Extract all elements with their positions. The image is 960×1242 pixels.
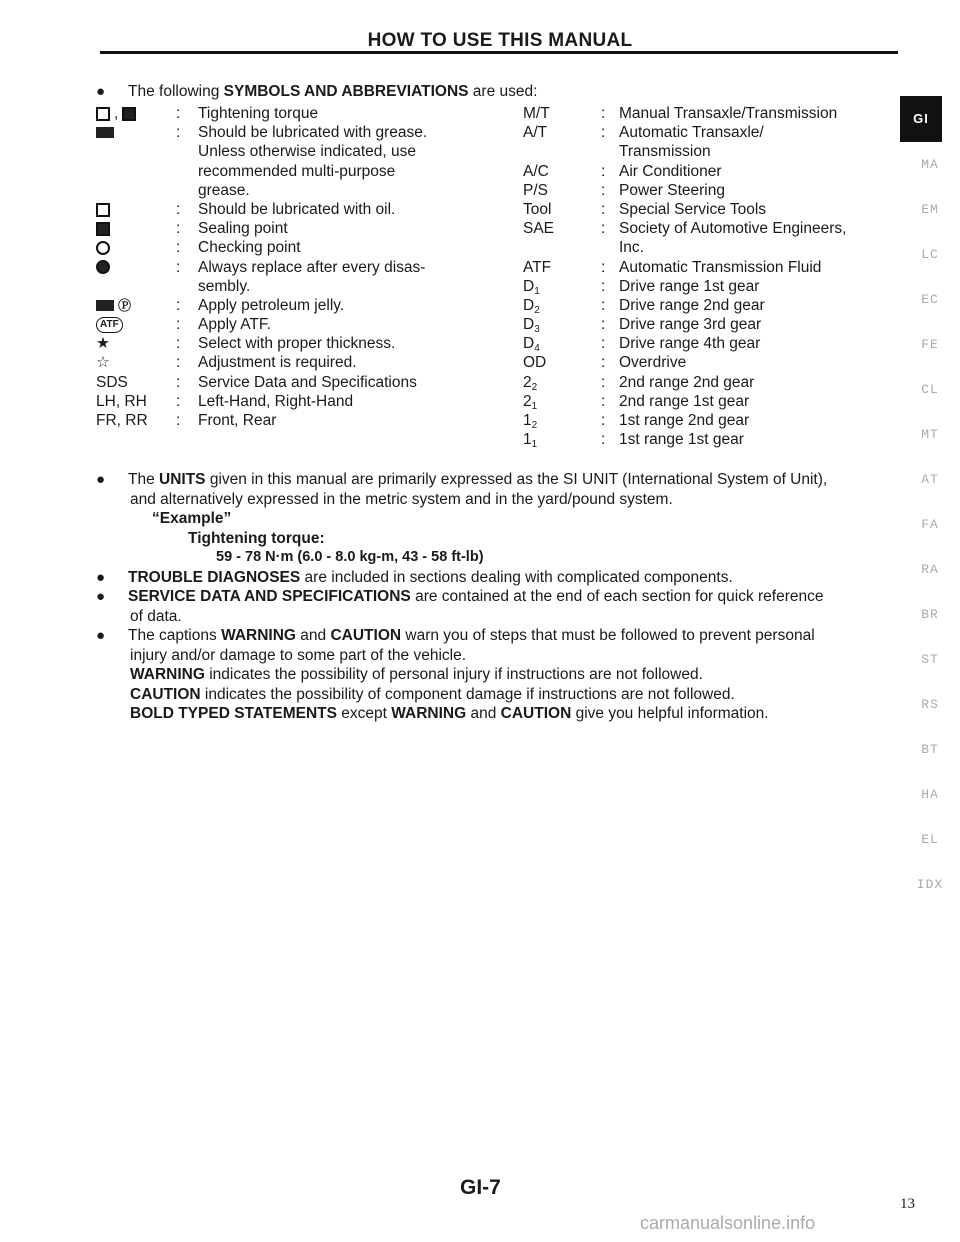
abbreviation-text: A/T (523, 124, 548, 142)
symbol-description: Sealing point (198, 220, 288, 238)
star-outline-icon: ☆ (96, 354, 110, 372)
symbol-cell (96, 104, 176, 123)
symbol-row (96, 219, 506, 238)
section-tab-ma[interactable]: MA (921, 157, 939, 172)
atf-icon: ATF (96, 317, 123, 333)
colon: : (601, 220, 606, 238)
section-tab-cl[interactable]: CL (921, 382, 939, 397)
section-tab-mt[interactable]: MT (921, 427, 939, 442)
symbol-description: Should be lubricated with grease. (198, 124, 428, 142)
abbreviation-text: M/T (523, 105, 550, 122)
abbreviation-subscript: 3 (534, 324, 540, 336)
symbol-row (96, 392, 506, 411)
warning-paragraph: ● The captions WARNING and CAUTION warn you of steps that must be followed to prevent personal (96, 627, 815, 644)
abbreviation (523, 142, 601, 161)
intro-line: ● The following SYMBOLS AND ABBREVIATIONS are used: (96, 83, 538, 100)
symbol-cell (96, 411, 176, 430)
section-tab-br[interactable]: BR (921, 607, 939, 622)
symbol-description: Apply ATF. (198, 316, 271, 334)
symbol-row (96, 315, 506, 334)
sealing-icon (96, 222, 110, 236)
bullet-icon: ● (96, 588, 106, 605)
abbreviation-subscript: 2 (531, 420, 538, 431)
abbreviation-row (523, 315, 903, 334)
abbreviation-row (523, 142, 903, 161)
abbreviation-description: Society of Automotive Engineers, (619, 220, 847, 238)
bullet-icon: ● (96, 568, 106, 586)
colon: : (601, 181, 606, 199)
symbol-cell (96, 353, 176, 372)
title-rule (100, 51, 898, 54)
abbreviation-subscript: 1 (531, 400, 538, 412)
section-tab-fe[interactable]: FE (921, 337, 939, 352)
symbol-row (96, 123, 506, 142)
symbol-row (96, 277, 506, 296)
warning-line-3: WARNING indicates the possibility of personal injury if instructions are not followed. (130, 666, 703, 683)
abbreviation-subscript: 2 (534, 304, 540, 316)
colon (601, 142, 619, 161)
abbreviation-text: 1 (523, 431, 532, 449)
colon: : (601, 105, 606, 122)
warning-line-4: CAUTION indicates the possibility of component damage if instructions are not followed. (130, 685, 735, 703)
symbol-description: sembly. (198, 277, 251, 295)
abbreviation-description: Transmission (619, 143, 711, 161)
abbreviation-subscript: 2 (531, 381, 538, 393)
symbol-cell (96, 200, 176, 219)
colon: : (601, 392, 606, 410)
colon: : (176, 354, 181, 372)
section-tab-ec[interactable]: EC (921, 292, 939, 307)
colon: : (176, 373, 181, 391)
colon: : (601, 431, 606, 449)
abbreviation-row (523, 334, 903, 353)
colon: : (176, 392, 181, 410)
symbol-cell (96, 373, 176, 392)
abbreviation-text: D (523, 316, 535, 334)
colon: : (176, 220, 181, 238)
bullet-icon: ● (96, 471, 106, 488)
abbreviation-text: 1 (523, 412, 532, 429)
trouble-paragraph: ● TROUBLE DIAGNOSES are included in sections dealing with complicated components. (96, 568, 733, 586)
abbreviation-row (523, 200, 903, 219)
symbol-description: grease. (198, 181, 250, 199)
colon: : (176, 258, 181, 276)
symbol-description: Front, Rear (198, 412, 277, 429)
abbreviation (523, 334, 601, 353)
symbol-cell (96, 219, 176, 238)
abbreviation-description: Automatic Transaxle/ (619, 124, 764, 142)
colon: : (601, 354, 606, 372)
abbreviation-text: ATF (523, 258, 552, 276)
colon: : (176, 316, 181, 334)
abbreviation (523, 104, 601, 123)
page-header (100, 30, 900, 52)
abbreviation (523, 392, 601, 411)
section-tab-st[interactable]: ST (921, 652, 939, 667)
symbol-description: Select with proper thickness. (198, 335, 396, 353)
symbol-cell (96, 142, 176, 161)
page-title: HOW TO USE THIS MANUAL (367, 30, 633, 51)
abbreviation (523, 315, 601, 334)
grease-icon (96, 127, 114, 138)
symbol-description: recommended multi-purpose (198, 162, 396, 180)
watermark: carmanualsonline.info (640, 1213, 816, 1233)
abbreviation (523, 430, 601, 449)
warning-line-5: BOLD TYPED STATEMENTS except WARNING and CAUTION give you helpful information. (130, 705, 769, 722)
symbol-row (96, 353, 506, 372)
colon (176, 277, 198, 296)
abbreviation-description: 1st range 1st gear (619, 431, 744, 449)
abbreviation-text: P/S (523, 181, 548, 199)
symbol-cell (96, 181, 176, 200)
abbreviation-description: 1st range 2nd gear (619, 412, 750, 429)
symbol-label: LH, RH (96, 392, 147, 410)
abbreviation-subscript: 1 (531, 439, 538, 451)
colon: : (176, 296, 181, 314)
symbols-list (96, 104, 506, 430)
abbreviation (523, 411, 601, 430)
sds-paragraph: ● SERVICE DATA AND SPECIFICATIONS are contained at the end of each section for quick reference (96, 588, 824, 605)
abbreviation-description: Overdrive (619, 354, 687, 372)
units-paragraph: ● The UNITS given in this manual are primarily expressed as the SI UNIT (International System of Unit), (96, 471, 828, 488)
symbol-cell (96, 277, 176, 296)
symbol-description: Service Data and Specifications (198, 373, 417, 391)
abbreviation-row (523, 238, 903, 257)
abbreviation (523, 181, 601, 200)
abbreviation-description: Drive range 4th gear (619, 335, 761, 353)
symbol-row (96, 200, 506, 219)
symbol-cell (96, 162, 176, 181)
abbreviation (523, 162, 601, 181)
abbreviation-description: Drive range 3rd gear (619, 316, 762, 334)
symbol-description: Checking point (198, 239, 301, 257)
abbreviation-text: A/C (523, 162, 549, 180)
section-tab-em[interactable]: EM (921, 202, 939, 217)
symbol-cell (96, 123, 176, 142)
sds-line-2: of data. (130, 607, 182, 625)
colon: : (176, 200, 181, 218)
colon: : (601, 277, 606, 295)
torque-label: Tightening torque: (188, 529, 325, 547)
symbol-row (96, 181, 506, 200)
bullet-icon: ● (96, 627, 106, 644)
page-number: 13 (900, 1196, 915, 1212)
symbol-description: Should be lubricated with oil. (198, 200, 396, 218)
abbreviation-text: D (523, 296, 535, 314)
symbol-cell (96, 334, 176, 353)
abbreviation-row (523, 258, 903, 277)
symbol-cell (96, 392, 176, 411)
torque-alt-icon (122, 107, 136, 121)
abbreviation-row (523, 373, 903, 392)
section-tab-at[interactable]: AT (921, 472, 939, 487)
colon (176, 181, 198, 200)
symbol-label: SDS (96, 373, 128, 391)
colon: : (601, 373, 606, 391)
warning-line-2: injury and/or damage to some part of the vehicle. (130, 646, 467, 664)
comma: , (114, 105, 119, 122)
page-code: GI-7 (460, 1176, 501, 1199)
abbreviation-row (523, 353, 903, 372)
colon: : (176, 335, 181, 353)
abbreviation (523, 258, 601, 277)
abbreviation-row (523, 219, 903, 238)
colon: : (176, 239, 181, 257)
colon: : (601, 200, 606, 218)
abbreviation-row (523, 411, 903, 430)
symbol-row (96, 296, 506, 315)
symbol-label: FR, RR (96, 412, 148, 429)
symbol-description: Tightening torque (198, 105, 319, 122)
example-label: “Example” (152, 510, 232, 527)
abbreviation-text: D (523, 335, 535, 353)
abbreviation-text: 2 (523, 392, 532, 410)
abbreviation-description: Automatic Transmission Fluid (619, 258, 822, 276)
notes-section (96, 470, 916, 724)
abbreviation-row (523, 296, 903, 315)
colon: : (601, 412, 606, 429)
abbreviation-description: Drive range 2nd gear (619, 296, 765, 314)
section-tab-idx[interactable]: IDX (916, 877, 944, 892)
colon: : (176, 412, 181, 429)
section-tab-rs[interactable]: RS (921, 697, 939, 712)
symbol-row (96, 373, 506, 392)
section-tabs (900, 96, 960, 907)
checking-icon (96, 241, 110, 255)
abbreviation-row (523, 430, 903, 449)
torque-value: 59 - 78 N·m (6.0 - 8.0 kg-m, 43 - 58 ft-lb) (216, 549, 484, 565)
section-tab-ra[interactable]: RA (921, 562, 939, 577)
symbol-description: Apply petroleum jelly. (198, 296, 345, 314)
abbreviation-subscript: 4 (534, 343, 540, 355)
petroleum-p-icon: Ⓟ (118, 297, 132, 313)
section-tab-el[interactable]: EL (921, 832, 939, 847)
colon: : (601, 335, 606, 353)
abbreviation-row (523, 104, 903, 123)
colon (601, 238, 619, 257)
symbol-cell (96, 238, 176, 257)
abbreviation (523, 238, 601, 257)
symbol-description: Always replace after every disas- (198, 258, 426, 276)
abbreviation-row (523, 392, 903, 411)
bullet-icon: ● (96, 83, 106, 100)
symbol-row (96, 334, 506, 353)
section-tab-ha[interactable]: HA (921, 787, 939, 802)
abbreviation (523, 219, 601, 238)
abbreviation (523, 373, 601, 392)
symbol-row (96, 258, 506, 277)
oil-icon (96, 203, 110, 217)
abbreviation (523, 123, 601, 142)
abbreviation (523, 353, 601, 372)
abbreviation-row (523, 181, 903, 200)
abbreviation-description: Drive range 1st gear (619, 277, 760, 295)
section-tab-gi[interactable]: GI (900, 96, 942, 142)
replace-icon (96, 260, 110, 274)
symbol-cell (96, 258, 176, 277)
star-icon: ★ (96, 335, 110, 353)
colon: : (601, 258, 606, 276)
abbreviation (523, 200, 601, 219)
symbol-description: Left-Hand, Right-Hand (198, 392, 354, 410)
colon (176, 142, 198, 161)
abbreviations-list (523, 104, 903, 449)
abbreviation (523, 277, 601, 296)
abbreviation-text: OD (523, 354, 547, 372)
abbreviation-row (523, 277, 903, 296)
abbreviation-row (523, 162, 903, 181)
colon: : (601, 162, 606, 180)
abbreviation-description: Manual Transaxle/Transmission (619, 105, 838, 122)
abbreviation-description: Inc. (619, 239, 644, 257)
abbreviation-description: Power Steering (619, 181, 725, 199)
colon (176, 162, 198, 181)
torque-icon (96, 107, 110, 121)
symbol-row (96, 162, 506, 181)
abbreviation-description: Air Conditioner (619, 162, 722, 180)
abbreviation-text: 2 (523, 373, 532, 391)
symbol-row (96, 104, 506, 123)
abbreviation-description: 2nd range 1st gear (619, 392, 750, 410)
symbol-cell (96, 315, 176, 334)
colon: : (176, 105, 181, 122)
units-line-2: and alternatively expressed in the metric system and in the yard/pound system. (130, 490, 673, 508)
abbreviation-subscript: 1 (534, 285, 540, 297)
section-tab-lc[interactable]: LC (921, 247, 939, 262)
colon: : (176, 124, 181, 142)
colon: : (601, 296, 606, 314)
abbreviation (523, 296, 601, 315)
abbreviation-text: D (523, 277, 535, 295)
symbol-description: Unless otherwise indicated, use (198, 143, 416, 161)
symbol-row (96, 142, 506, 161)
colon: : (601, 124, 606, 142)
petroleum-jelly-icon (96, 300, 114, 311)
symbol-description: Adjustment is required. (198, 354, 357, 372)
symbol-row (96, 411, 506, 430)
abbreviation-text: Tool (523, 200, 552, 218)
abbreviation-description: 2nd range 2nd gear (619, 373, 755, 391)
symbol-cell (96, 296, 176, 315)
colon: : (601, 316, 606, 334)
section-tab-fa[interactable]: FA (921, 517, 939, 532)
symbol-row (96, 238, 506, 257)
abbreviation-row (523, 123, 903, 142)
abbreviation-text: SAE (523, 220, 555, 238)
section-tab-bt[interactable]: BT (921, 742, 939, 757)
abbreviation-description: Special Service Tools (619, 200, 767, 218)
